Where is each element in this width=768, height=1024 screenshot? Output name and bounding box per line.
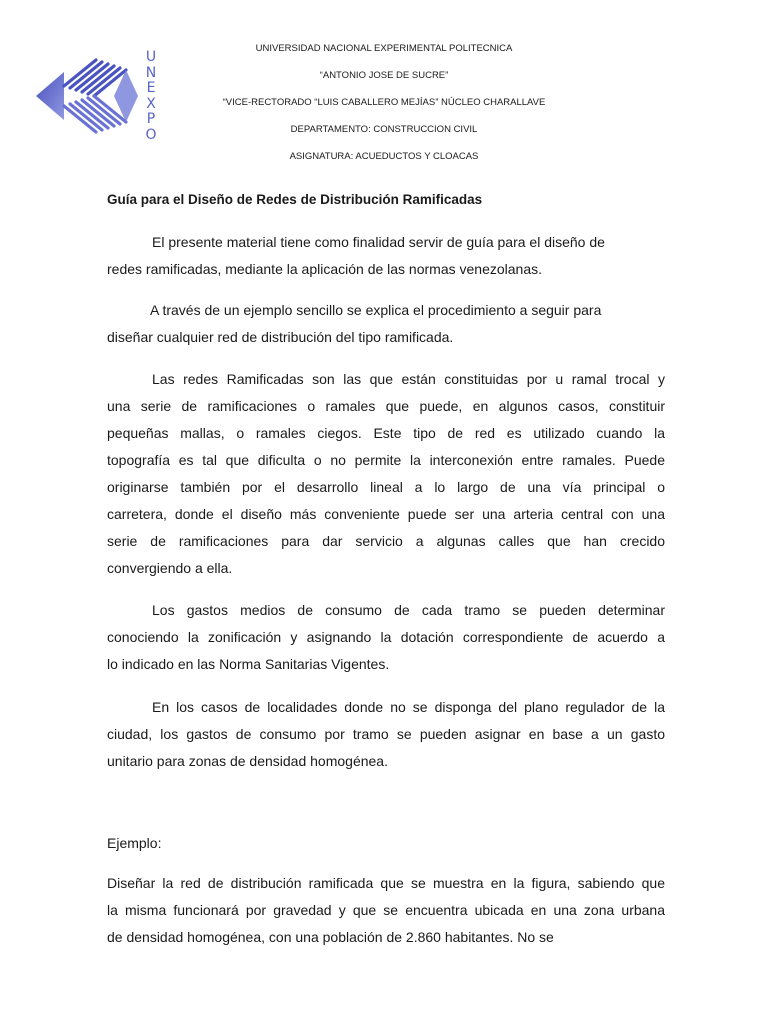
paragraph-line: lo indicado en las Norma Sanitarias Vigentes. bbox=[107, 656, 390, 672]
paragraph-line: A través de un ejemplo sencillo se explica el procedimiento a seguir para bbox=[150, 302, 602, 318]
paragraph-line: topografía es tal que dificulta o no permite la interconexión entre ramales. Puede bbox=[107, 452, 665, 468]
paragraph-line: unitario para zonas de densidad homogénea. bbox=[107, 753, 388, 769]
logo-letter: U bbox=[145, 49, 157, 65]
paragraph-line: una serie de ramificaciones o ramales que puede, en algunos casos, constituir bbox=[107, 398, 665, 414]
logo-letter: X bbox=[146, 95, 156, 112]
paragraph-line: conociendo la zonificación y asignando la dotación correspondiente de acuerdo a bbox=[107, 629, 665, 645]
paragraph-line: Las redes Ramificadas son las que están constituidas por u ramal trocal y bbox=[152, 371, 665, 387]
paragraph-line: de densidad homogénea, con una población de 2.860 habitantes. No se bbox=[107, 929, 554, 945]
paragraph-example-statement bbox=[107, 870, 665, 951]
paragraph-homogeneous-density bbox=[107, 694, 665, 775]
logo-letter: O bbox=[145, 126, 157, 143]
header-vice-rectorate: “VICE-RECTORADO “LUIS CABALLERO MEJÍAS” NÚCLEO CHARALLAVE bbox=[222, 97, 546, 108]
paragraph-line: pequeñas mallas, o ramales ciegos. Este tipo de red es utilizado cuando la bbox=[107, 425, 665, 441]
header-department: DEPARTAMENTO: CONSTRUCCION CIVIL bbox=[290, 124, 478, 135]
example-heading bbox=[107, 830, 665, 857]
paragraph-line: convergiendo a ella. bbox=[107, 560, 233, 576]
paragraph-example-intro bbox=[107, 297, 665, 351]
header-university: UNIVERSIDAD NACIONAL EXPERIMENTAL POLITECNICA bbox=[255, 43, 513, 54]
paragraph-line: la misma funcionará por gravedad y que se encuentra ubicada en una zona urbana bbox=[107, 902, 665, 918]
logo-letter: E bbox=[146, 80, 156, 96]
paragraph-line: originarse también por el desarrollo lineal a lo largo de una vía principal o bbox=[107, 479, 665, 495]
logo-letter: P bbox=[146, 111, 156, 127]
paragraph-line: En los casos de localidades donde no se disponga del plano regulador de la bbox=[152, 699, 665, 715]
logo-letter: N bbox=[145, 64, 157, 81]
paragraph-line: El presente material tiene como finalidad servir de guía para el diseño de bbox=[152, 234, 605, 250]
paragraph-line: serie de ramificaciones para dar servicio a algunas calles que han crecido bbox=[107, 533, 665, 549]
document-title: Guía para el Diseño de Redes de Distribución Ramificadas bbox=[107, 192, 483, 207]
paragraph-line: redes ramificadas, mediante la aplicación de las normas venezolanas. bbox=[107, 261, 543, 277]
paragraph-line: carretera, donde el diseño más conveniente puede ser una arteria central con una bbox=[107, 506, 665, 522]
institution-header bbox=[170, 44, 598, 179]
paragraph-line: Diseñar la red de distribución ramificada que se muestra en la figura, sabiendo que bbox=[107, 875, 665, 891]
paragraph-consumption bbox=[107, 597, 665, 678]
paragraph-line: ciudad, los gastos de consumo por tramo se pueden asignar en base a un gasto bbox=[107, 726, 665, 742]
example-label: Ejemplo: bbox=[107, 835, 162, 851]
paragraph-line: Los gastos medios de consumo de cada tramo se pueden determinar bbox=[152, 602, 665, 618]
paragraph-line: diseñar cualquier red de distribución del tipo ramificada. bbox=[107, 329, 454, 345]
header-subject: ASIGNATURA: ACUEDUCTOS Y CLOACAS bbox=[289, 151, 479, 162]
paragraph-branched-networks bbox=[107, 366, 665, 582]
unexpo-vertical-lettering bbox=[141, 50, 161, 143]
paragraph-intro bbox=[107, 229, 665, 283]
unexpo-emblem-icon bbox=[34, 52, 144, 142]
header-university-name: “ANTONIO JOSE DE SUCRE” bbox=[319, 70, 449, 81]
